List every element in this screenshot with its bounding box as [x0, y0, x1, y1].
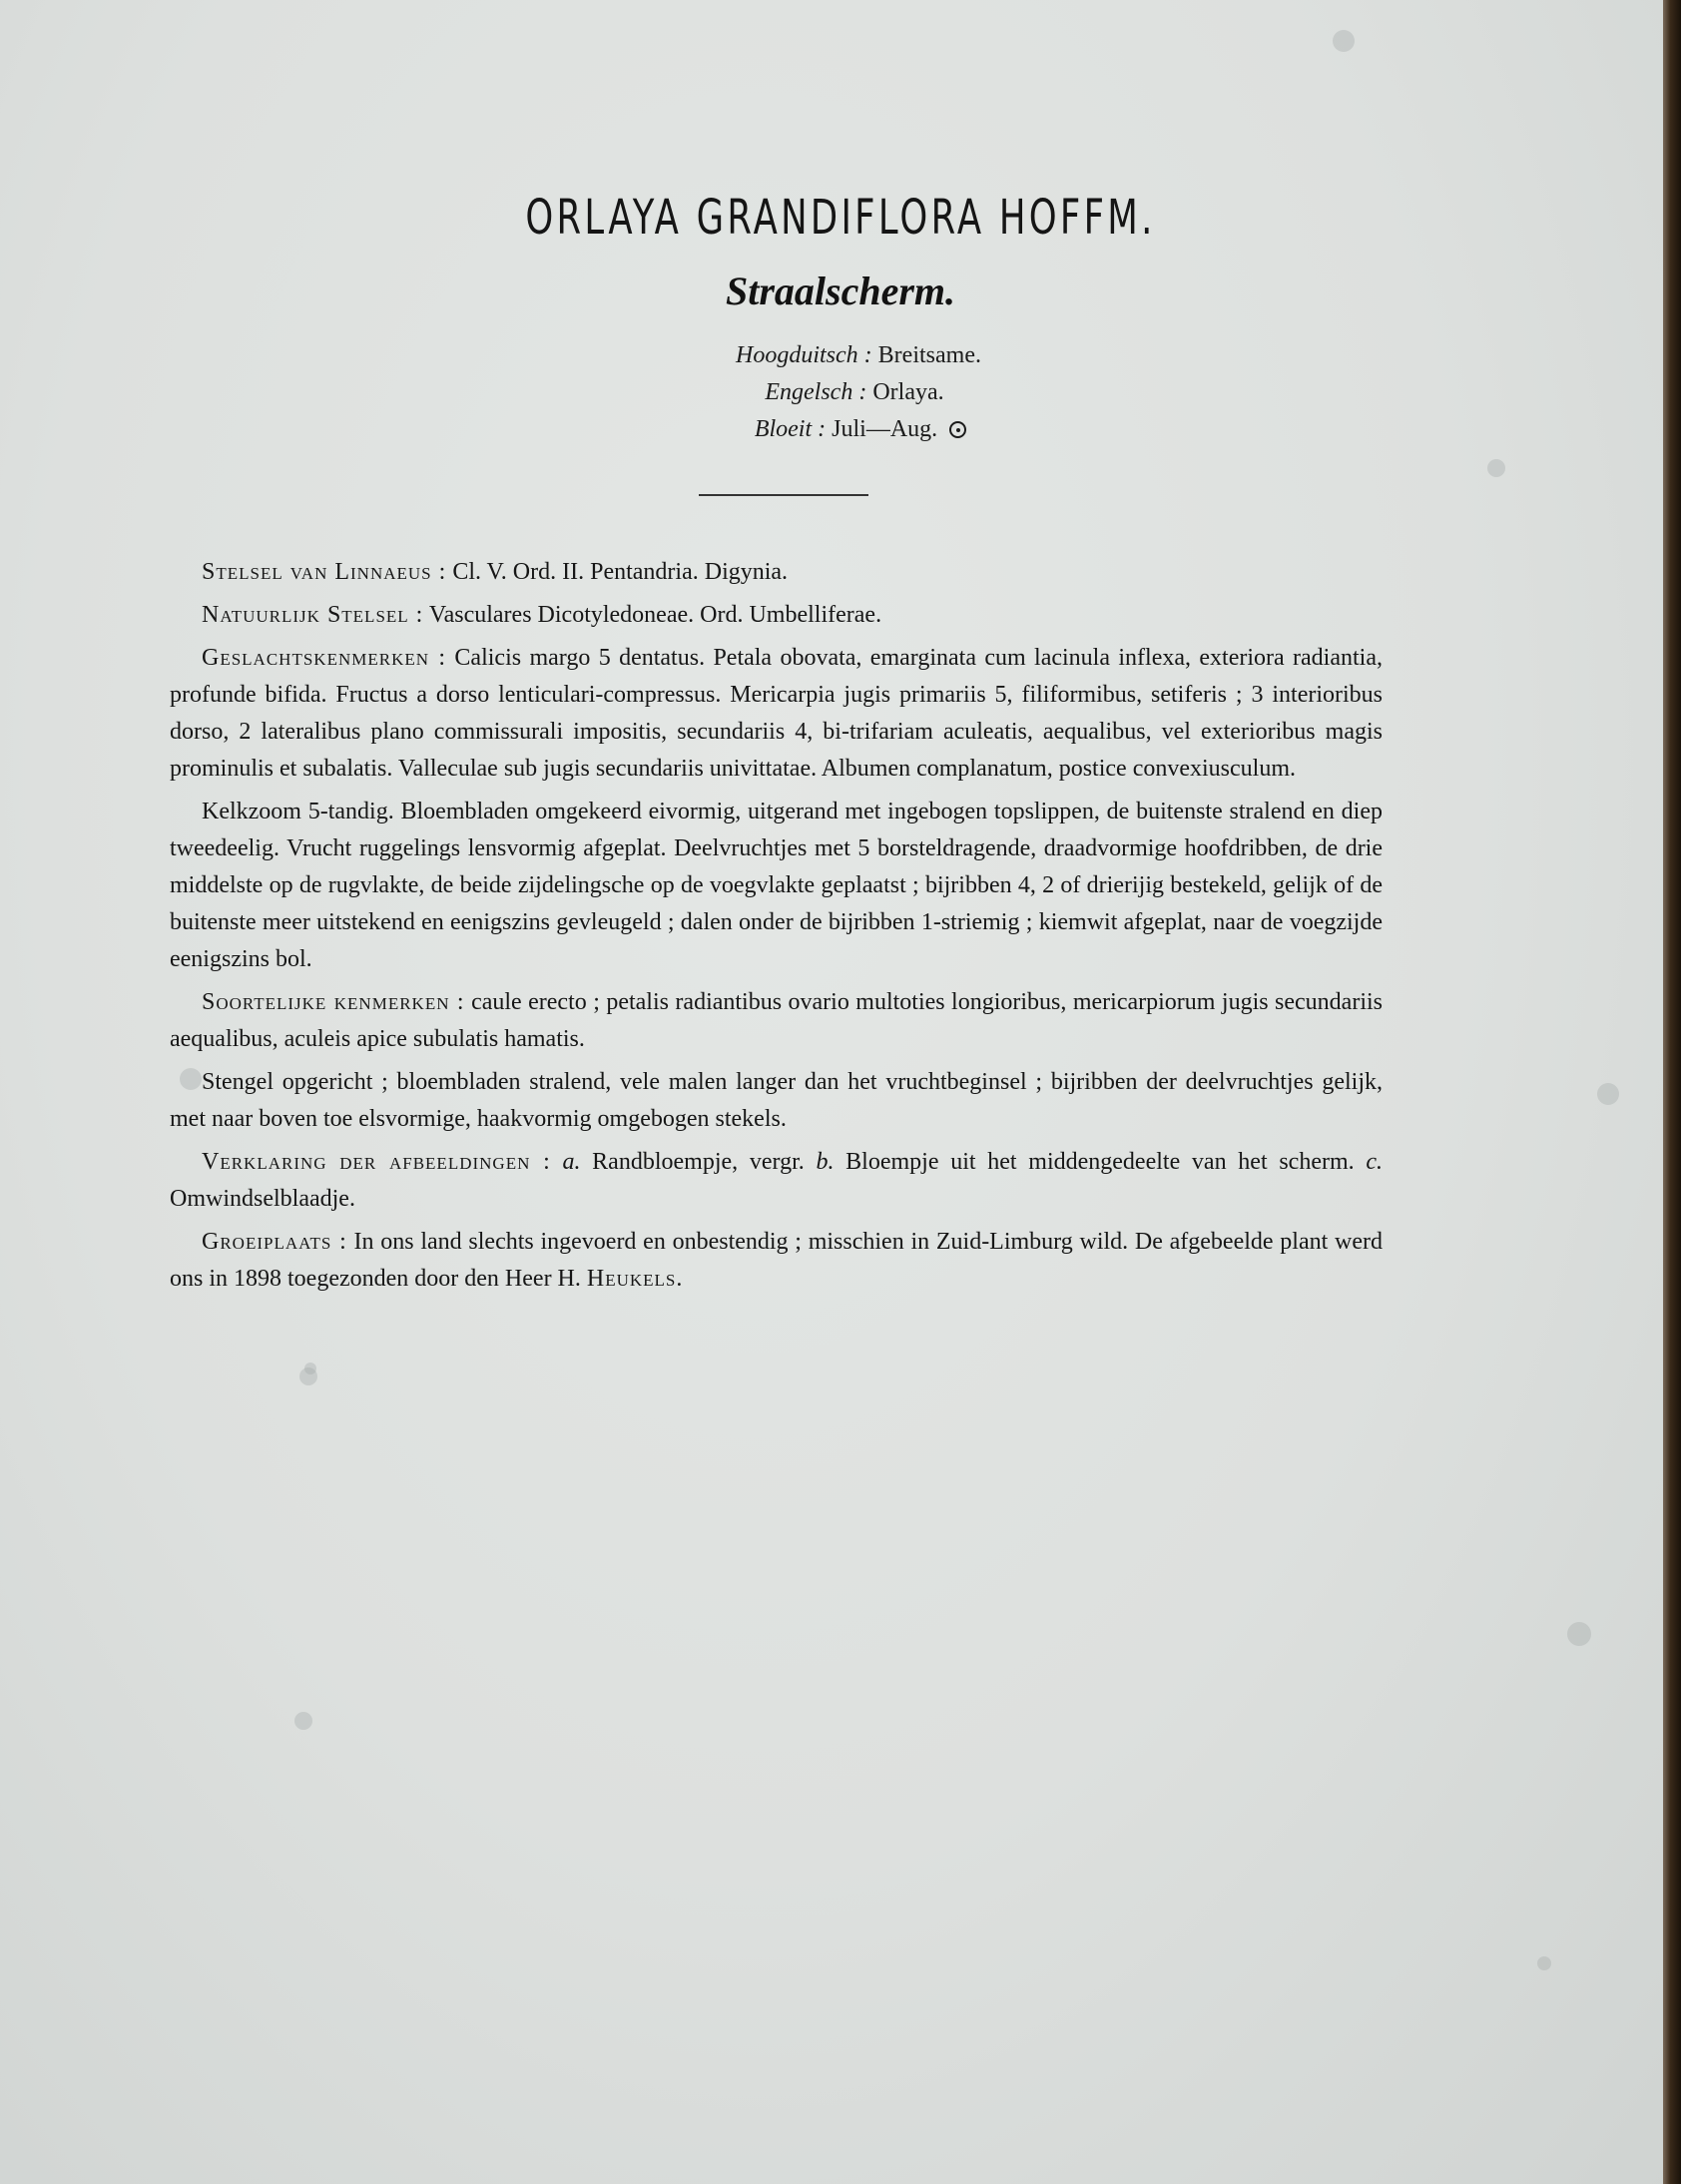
page-title: ORLAYA GRANDIFLORA HOFFM.	[525, 190, 1156, 246]
name-label: Engelsch :	[765, 379, 867, 405]
section-geslachtskenmerken	[170, 640, 1383, 788]
section-text: Kelkzoom 5-tandig. Bloembladen omgekeerd eivormig, uitgerand met ingebogen topslippen, de buitenste stralend en diep tweedeelig. Vrucht ruggelings lensvormig afgeplat. Deelvruchtjes met 5 borsteldragende, draadvormige hoofdribben, de drie middelste op de rugvlakte, de beide zijdelingsche op de voegvlakte geplaatst ; bijribben 4, 2 of drierijig bestekeld, gelijk of de buitenste meer uitstekend en eenigszins gevleugeld ; dalen onder de bijribben 1-striemig ; kiemwit afgeplat, naar de voegzijde eenigszins bol.	[170, 799, 1383, 972]
donor-name: Heukels	[586, 1266, 677, 1292]
name-label: Bloeit :	[754, 416, 827, 442]
name-line-german	[0, 337, 1681, 374]
section-text: In ons land slechts ingevoerd en onbestendig ; misschien in Zuid-Limburg wild. De afgebeelde plant werd ons in 1898 toegezonden door den Heer H.	[170, 1229, 1384, 1292]
foxing-spot	[294, 1712, 312, 1730]
figure-letter-a: a.	[562, 1149, 581, 1175]
figure-letter-b: b.	[816, 1149, 835, 1175]
foxing-spot	[1537, 1956, 1551, 1970]
foxing-spot	[304, 1363, 316, 1374]
name-value: Juli—Aug.	[832, 416, 938, 442]
name-line-flowering	[0, 411, 1681, 448]
section-stelsel-linnaeus	[170, 554, 1383, 591]
figure-letter-c: c.	[1366, 1149, 1384, 1175]
description-body	[170, 554, 1383, 1304]
section-text: Stengel opgericht ; bloembladen stralend, vele malen langer dan het vruchtbeginsel ; bijribben der deelvruchtjes gelijk, met naar boven toe elsvormige, haakvormig omgebogen stekels.	[170, 1069, 1383, 1132]
section-natuurlijk-stelsel	[170, 597, 1383, 634]
section-label: Soortelijke kenmerken :	[202, 989, 465, 1015]
common-names	[0, 337, 1681, 448]
section-label: Verklaring der afbeeldingen :	[202, 1149, 551, 1175]
foxing-spot	[1567, 1622, 1591, 1646]
section-soortelijke-kenmerken	[170, 984, 1383, 1058]
section-label: Natuurlijk Stelsel :	[202, 602, 424, 628]
figure-text-a: Randbloempje, vergr.	[592, 1149, 805, 1175]
annual-circle-icon	[949, 421, 966, 438]
foxing-spot	[1333, 30, 1355, 52]
divider	[699, 494, 868, 496]
section-text: Vasculares Dicotyledoneae. Ord. Umbelliferae.	[428, 602, 882, 628]
section-end: .	[676, 1266, 683, 1292]
section-text: caule erecto ; petalis radiantibus ovario multoties longioribus, mericarpiorum jugis secundariis aequalibus, aculeis apice subulatis hamatis.	[170, 989, 1383, 1052]
section-text: Cl. V. Ord. II. Pentandria. Digynia.	[452, 559, 789, 585]
name-value: Orlaya.	[872, 379, 944, 405]
page-subtitle: Straalscherm.	[725, 269, 956, 313]
section-groeiplaats	[170, 1224, 1383, 1298]
section-label: Geslachtskenmerken :	[202, 645, 447, 671]
foxing-spot	[1597, 1083, 1619, 1105]
name-line-english	[0, 374, 1681, 411]
section-stengel	[170, 1064, 1383, 1138]
section-label: Groeiplaats :	[202, 1229, 347, 1255]
section-kelkzoom	[170, 794, 1383, 978]
page-binding-edge	[1663, 0, 1681, 2184]
name-label: Hoogduitsch :	[736, 342, 872, 368]
figure-text-c: Omwindselblaadje.	[170, 1186, 355, 1212]
section-text: Calicis margo 5 dentatus. Petala obovata, emarginata cum lacinula inflexa, exteriora radiantia, profunde bifida. Fructus a dorso lenticulari-compressus. Mericarpia jugis primariis 5, filiformibus, setiferis ; 3 interioribus dorso, 2 lateralibus plano commissurali impositis, secundariis 4, bi-trifariam aculeatis, aequalibus, vel exterioribus magis prominulis et subalatis. Valleculae sub jugis secundariis univittatae. Albumen complanatum, postice convexiusculum.	[170, 645, 1383, 782]
name-value: Breitsame.	[877, 342, 981, 368]
foxing-spot	[1487, 459, 1505, 477]
figure-text-b: Bloempje uit het middengedeelte van het scherm.	[845, 1149, 1355, 1175]
section-label: Stelsel van Linnaeus :	[202, 559, 447, 585]
section-verklaring	[170, 1144, 1383, 1218]
